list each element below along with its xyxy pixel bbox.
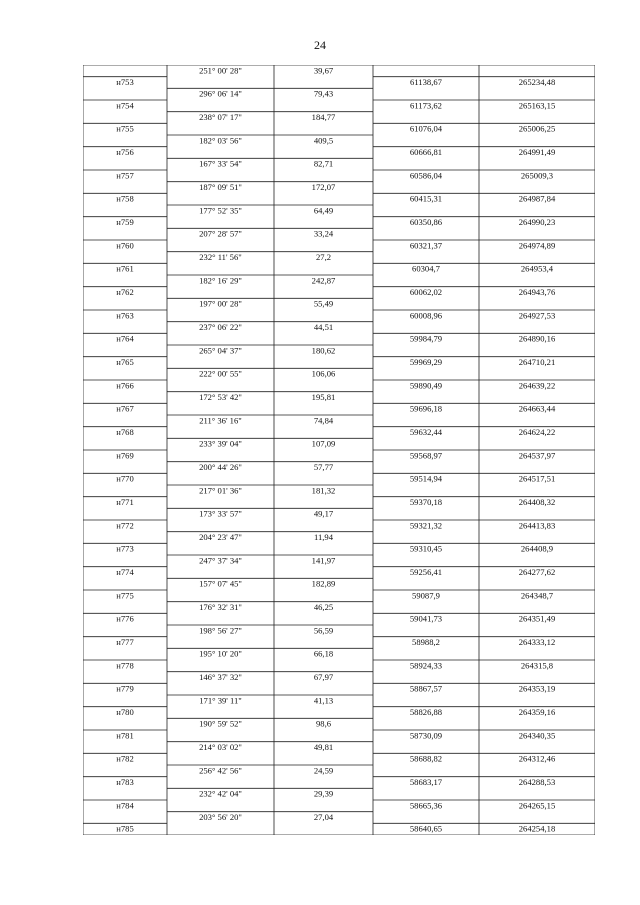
- segment-length: 181,32: [311, 485, 336, 496]
- point-id: н767: [116, 403, 134, 414]
- coordinate-x: 58867,57: [409, 683, 443, 694]
- coordinate-x: 61076,04: [409, 123, 443, 134]
- coordinate-y: 264265,15: [518, 800, 556, 811]
- point-id: н772: [116, 520, 134, 531]
- segment-length: 11,94: [313, 532, 334, 543]
- bearing-angle: 214° 03' 02": [199, 742, 242, 753]
- coordinates-table: [83, 65, 595, 835]
- coordinate-y: 264890,16: [518, 333, 556, 344]
- bearing-angle: 182° 03' 56": [199, 135, 242, 146]
- bearing-angle: 232° 42' 04": [199, 788, 242, 799]
- point-id: н770: [116, 473, 134, 484]
- coordinate-y: 264254,18: [518, 823, 556, 834]
- segment-length: 27,2: [315, 252, 332, 263]
- segment-length: 57,77: [313, 462, 334, 473]
- coordinate-x: 58730,09: [409, 730, 443, 741]
- coordinate-x: 59632,44: [409, 427, 443, 438]
- coordinate-x: 59696,18: [409, 403, 443, 414]
- point-id: н754: [116, 100, 134, 111]
- coordinate-y: 264953,4: [520, 263, 554, 274]
- coordinate-y: 264359,16: [518, 707, 556, 718]
- bearing-angle: 198° 56' 27": [199, 625, 242, 636]
- segment-length: 195,81: [311, 392, 336, 403]
- coordinate-x: 60008,96: [409, 310, 443, 321]
- coordinate-y: 264663,44: [518, 403, 556, 414]
- coordinate-x: 59041,73: [409, 613, 443, 624]
- segment-length: 141,97: [311, 555, 336, 566]
- segment-length: 27,04: [313, 812, 334, 823]
- segment-length: 172,07: [311, 182, 336, 193]
- segment-length: 107,09: [311, 438, 336, 449]
- segment-length: 74,84: [313, 415, 334, 426]
- segment-length: 242,87: [311, 275, 336, 286]
- coordinate-y: 264927,53: [518, 310, 556, 321]
- bearing-angle: 256° 42' 56": [199, 765, 242, 776]
- point-id: н758: [116, 193, 134, 204]
- segment-length: 49,17: [313, 508, 334, 519]
- coordinate-y: 264353,19: [518, 683, 556, 694]
- coordinate-x: 60666,81: [409, 147, 443, 158]
- bearing-angle: 251° 00' 28": [199, 65, 242, 76]
- coordinate-x: 59256,41: [409, 567, 443, 578]
- point-id: н766: [116, 380, 134, 391]
- coordinate-x: 59514,94: [409, 473, 443, 484]
- segment-length: 55,49: [313, 298, 334, 309]
- coordinate-x: 59087,9: [412, 590, 440, 601]
- segment-length: 67,97: [313, 672, 334, 683]
- segment-length: 39,67: [313, 65, 334, 76]
- bearing-angle: 172° 53' 42": [199, 392, 242, 403]
- coordinate-x: 61138,67: [410, 77, 442, 88]
- coordinate-y: 264277,62: [518, 567, 556, 578]
- coordinate-x: 58924,33: [409, 660, 443, 671]
- coordinate-x: 58665,36: [409, 800, 443, 811]
- segment-length: 41,13: [313, 695, 334, 706]
- segment-length: 46,25: [313, 602, 334, 613]
- point-id: н761: [116, 263, 134, 274]
- point-id: н783: [116, 777, 134, 788]
- coordinate-x: 59321,32: [409, 520, 443, 531]
- coordinate-x: 58988,2: [412, 637, 440, 648]
- point-id: н765: [116, 357, 134, 368]
- segment-length: 98,6: [315, 718, 332, 729]
- coordinate-y: 264974,89: [518, 240, 556, 251]
- coordinate-x: 58688,82: [409, 753, 443, 764]
- bearing-angle: 146° 37' 32": [199, 672, 242, 683]
- point-id: н768: [116, 427, 134, 438]
- point-id: н784: [116, 800, 134, 811]
- page-number: 24: [314, 38, 326, 52]
- coordinate-y: 265006,25: [518, 123, 556, 134]
- segment-length: 56,59: [313, 625, 334, 636]
- coordinate-x: 61173,62: [410, 100, 442, 111]
- bearing-angle: 197° 00' 28": [199, 298, 242, 309]
- bearing-angle: 233° 39' 04": [199, 438, 242, 449]
- point-id: н762: [116, 287, 134, 298]
- bearing-angle: 171° 39' 11": [199, 695, 242, 706]
- point-id: н780: [116, 707, 134, 718]
- point-id: н769: [116, 450, 134, 461]
- coordinate-y: 264413,83: [518, 520, 556, 531]
- segment-length: 184,77: [311, 112, 336, 123]
- bearing-angle: 195° 10' 20": [199, 648, 242, 659]
- segment-length: 24,59: [313, 765, 334, 776]
- point-id: н776: [116, 613, 134, 624]
- coordinate-y: 264288,53: [518, 777, 556, 788]
- bearing-angle: 296° 06' 14": [199, 88, 242, 99]
- point-id: н773: [116, 543, 134, 554]
- point-id: н785: [116, 823, 134, 834]
- bearing-angle: 176° 32' 31": [199, 602, 242, 613]
- segment-length: 409,5: [313, 135, 334, 146]
- coordinate-y: 265163,15: [518, 100, 556, 111]
- coordinate-x: 59370,18: [409, 497, 443, 508]
- coordinate-x: 58826,88: [409, 707, 443, 718]
- coordinate-y: 264408,32: [518, 497, 556, 508]
- segment-length: 64,49: [313, 205, 334, 216]
- coordinate-x: 60586,04: [409, 170, 443, 181]
- bearing-angle: 247° 37' 34": [199, 555, 242, 566]
- coordinate-y: 264351,49: [518, 613, 556, 624]
- coordinate-y: 265009,3: [520, 170, 554, 181]
- coordinate-y: 264517,51: [518, 473, 556, 484]
- segment-length: 49,81: [313, 742, 334, 753]
- point-id: н775: [116, 590, 134, 601]
- coordinate-x: 59969,29: [409, 357, 443, 368]
- point-id: н782: [116, 753, 134, 764]
- bearing-angle: 167° 33' 54": [199, 158, 242, 169]
- coordinate-y: 264348,7: [520, 590, 554, 601]
- bearing-angle: 222° 00' 55": [199, 368, 242, 379]
- segment-length: 82,71: [313, 158, 334, 169]
- segment-length: 180,62: [311, 345, 336, 356]
- coordinate-y: 264333,12: [518, 637, 556, 648]
- bearing-angle: 190° 59' 52": [199, 718, 242, 729]
- coordinate-x: 59310,45: [409, 543, 443, 554]
- bearing-angle: 173° 33' 57": [199, 508, 242, 519]
- coordinate-y: 264312,46: [518, 753, 556, 764]
- point-id: н781: [116, 730, 134, 741]
- point-id: н753: [116, 77, 134, 88]
- coordinate-x: 60304,7: [412, 263, 440, 274]
- coordinate-y: 265234,48: [518, 77, 556, 88]
- coordinate-y: 264315,8: [520, 660, 554, 671]
- point-id: н764: [116, 333, 134, 344]
- coordinate-y: 264624,22: [518, 427, 556, 438]
- coordinate-y: 264943,76: [518, 287, 556, 298]
- coordinate-x: 60321,37: [409, 240, 443, 251]
- coordinate-y: 264710,21: [518, 357, 556, 368]
- point-id: н757: [116, 170, 134, 181]
- point-id: н779: [116, 683, 134, 694]
- point-id: н777: [116, 637, 134, 648]
- point-id: н756: [116, 147, 134, 158]
- coordinate-y: 264639,22: [518, 380, 556, 391]
- segment-length: 66,18: [313, 648, 334, 659]
- coordinate-x: 58683,17: [409, 777, 443, 788]
- segment-length: 106,06: [311, 368, 336, 379]
- coordinate-y: 264990,23: [518, 217, 556, 228]
- coordinate-x: 60350,86: [409, 217, 443, 228]
- bearing-angle: 238° 07' 17": [199, 112, 242, 123]
- coordinate-y: 264537,97: [518, 450, 556, 461]
- bearing-angle: 200° 44' 26": [199, 462, 242, 473]
- point-id: н778: [116, 660, 134, 671]
- segment-length: 182,89: [311, 578, 336, 589]
- bearing-angle: 157° 07' 45": [199, 578, 242, 589]
- bearing-angle: 265° 04' 37": [199, 345, 242, 356]
- coordinate-y: 264408,9: [520, 543, 554, 554]
- point-id: н759: [116, 217, 134, 228]
- point-id: н774: [116, 567, 134, 578]
- segment-length: 44,51: [313, 322, 334, 333]
- point-id: н760: [116, 240, 134, 251]
- bearing-angle: 177° 52' 35": [199, 205, 242, 216]
- point-id: н771: [116, 497, 134, 508]
- coordinate-x: 58640,65: [409, 823, 443, 834]
- segment-length: 29,39: [313, 788, 334, 799]
- coordinate-y: 264991,49: [518, 147, 556, 158]
- coordinate-x: 59890,49: [409, 380, 443, 391]
- point-id: н763: [116, 310, 134, 321]
- bearing-angle: 182° 16' 29": [199, 275, 242, 286]
- bearing-angle: 232° 11' 56": [199, 252, 242, 263]
- coordinate-x: 60415,31: [409, 193, 443, 204]
- coordinate-y: 264340,35: [518, 730, 556, 741]
- segment-length: 33,24: [313, 228, 334, 239]
- coordinate-y: 264987,84: [518, 193, 556, 204]
- coordinate-x: 59984,79: [409, 333, 443, 344]
- bearing-angle: 207° 28' 57": [199, 228, 242, 239]
- bearing-angle: 187° 09' 51": [199, 182, 242, 193]
- bearing-angle: 237° 06' 22": [199, 322, 242, 333]
- bearing-angle: 204° 23' 47": [199, 532, 242, 543]
- coordinate-x: 60062,02: [409, 287, 443, 298]
- point-id: н755: [116, 123, 134, 134]
- coordinates-table-grid: [83, 65, 595, 835]
- bearing-angle: 203° 56' 20": [199, 812, 242, 823]
- bearing-angle: 211° 36' 16": [199, 415, 242, 426]
- coordinate-x: 59568,97: [409, 450, 443, 461]
- bearing-angle: 217° 01' 36": [199, 485, 242, 496]
- segment-length: 79,43: [313, 88, 334, 99]
